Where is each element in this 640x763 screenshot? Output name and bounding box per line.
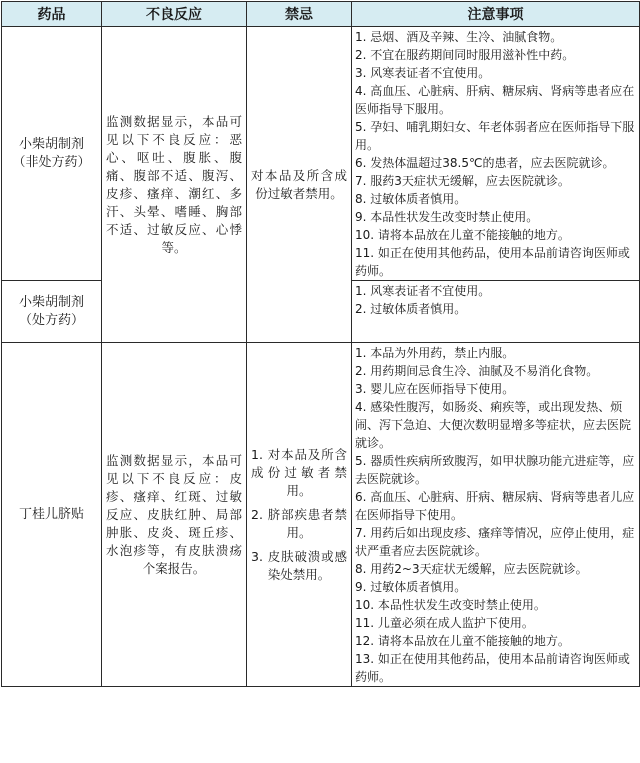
precautions-cell xyxy=(352,281,640,343)
header-adverse-reactions: 不良反应 xyxy=(102,2,247,27)
adverse-reactions-cell xyxy=(102,27,247,343)
precaution-item: 8. 用药2~3天症状无缓解，应去医院就诊。 xyxy=(355,562,588,576)
precaution-item: 2. 不宜在服药期间同时服用滋补性中药。 xyxy=(355,48,575,62)
adverse-reactions-text: 监测数据显示，本品可见以下不良反应：皮疹、瘙痒、红斑、过敏反应、皮肤红肿、局部肿胀、皮炎、斑丘疹、水泡疹等，有皮肤溃疡个案报告。 xyxy=(106,452,242,576)
precaution-item: 4. 感染性腹泻，如肠炎、痢疾等，或出现发热、烦闹、泻下急迫、大便次数明显增多等症状，应去医院就诊。 xyxy=(355,400,632,450)
contraindication-list xyxy=(251,446,347,584)
precaution-item: 5. 孕妇、哺乳期妇女、年老体弱者应在医师指导下服用。 xyxy=(355,120,635,152)
contraindications-cell xyxy=(247,27,352,343)
contraindication-item: 2. 脐部疾患者禁用。 xyxy=(251,506,347,540)
precaution-item: 2. 过敏体质者慎用。 xyxy=(355,302,467,316)
precautions-cell xyxy=(352,343,640,687)
precaution-item: 10. 请将本品放在儿童不能接触的地方。 xyxy=(355,228,570,242)
drug-name: 小柴胡制剂 xyxy=(18,136,84,152)
precaution-item: 2. 用药期间忌食生冷、油腻及不易消化食物。 xyxy=(355,364,599,378)
contraindication-item: 3. 皮肤破溃或感染处禁用。 xyxy=(251,548,347,582)
precaution-item: 6. 发热体温超过38.5℃的患者，应去医院就诊。 xyxy=(355,156,615,170)
precaution-item: 3. 风寒表证者不宜使用。 xyxy=(355,66,491,80)
table-row xyxy=(2,343,640,687)
table-row xyxy=(2,27,640,281)
adverse-reactions-text: 监测数据显示，本品可见以下不良反应：恶心、呕吐、腹胀、腹痛、腹部不适、腹泻、皮疹、瘙痒、潮红、多汗、头晕、嗜睡、胸部不适、过敏反应、心悸等。 xyxy=(106,113,242,255)
precaution-item: 9. 过敏体质者慎用。 xyxy=(355,580,467,594)
drug-safety-table xyxy=(1,1,640,687)
precaution-item: 1. 本品为外用药，禁止内服。 xyxy=(355,346,515,360)
adverse-reactions-cell xyxy=(102,343,247,687)
precaution-item: 10. 本品性状发生改变时禁止使用。 xyxy=(355,598,546,612)
drug-category: （处方药） xyxy=(18,312,84,328)
precautions-cell xyxy=(352,27,640,281)
drug-category: （非处方药） xyxy=(12,154,91,170)
precaution-item: 12. 请将本品放在儿童不能接触的地方。 xyxy=(355,634,570,648)
precaution-item: 3. 婴儿应在医师指导下使用。 xyxy=(355,382,515,396)
precaution-item: 1. 风寒表证者不宜使用。 xyxy=(355,284,491,298)
contraindication-text: 对本品及所含成份过敏者禁用。 xyxy=(251,167,347,201)
header-drug: 药品 xyxy=(2,2,102,27)
precaution-item: 9. 本品性状发生改变时禁止使用。 xyxy=(355,210,539,224)
precaution-item: 5. 器质性疾病所致腹泻，如甲状腺功能亢进症等，应去医院就诊。 xyxy=(355,454,635,486)
header-row xyxy=(2,2,640,27)
precaution-item: 1. 忌烟、酒及辛辣、生冷、油腻食物。 xyxy=(355,30,563,44)
precaution-item: 6. 高血压、心脏病、肝病、糖尿病、肾病等患者儿应在医师指导下使用。 xyxy=(355,490,635,522)
header-contraindications: 禁忌 xyxy=(247,2,352,27)
precaution-item: 11. 儿童必须在成人监护下使用。 xyxy=(355,616,534,630)
drug-name-cell xyxy=(2,281,102,343)
precaution-item: 13. 如正在使用其他药品，使用本品前请咨询医师或药师。 xyxy=(355,652,630,684)
precaution-item: 8. 过敏体质者慎用。 xyxy=(355,192,467,206)
drug-name-cell xyxy=(2,27,102,281)
precaution-item: 11. 如正在使用其他药品，使用本品前请咨询医师或药师。 xyxy=(355,246,630,278)
contraindications-cell xyxy=(247,343,352,687)
precaution-item: 7. 用药后如出现皮疹、瘙痒等情况，应停止使用，症状严重者应去医院就诊。 xyxy=(355,526,635,558)
precaution-item: 4. 高血压、心脏病、肝病、糖尿病、肾病等患者应在医师指导下服用。 xyxy=(355,84,635,116)
contraindication-item: 1. 对本品及所含成份过敏者禁用。 xyxy=(251,446,347,498)
drug-name: 小柴胡制剂 xyxy=(18,294,84,310)
drug-name-cell xyxy=(2,343,102,687)
precaution-item: 7. 服药3天症状无缓解，应去医院就诊。 xyxy=(355,174,570,188)
drug-name: 丁桂儿脐贴 xyxy=(18,506,84,522)
header-precautions: 注意事项 xyxy=(352,2,640,27)
